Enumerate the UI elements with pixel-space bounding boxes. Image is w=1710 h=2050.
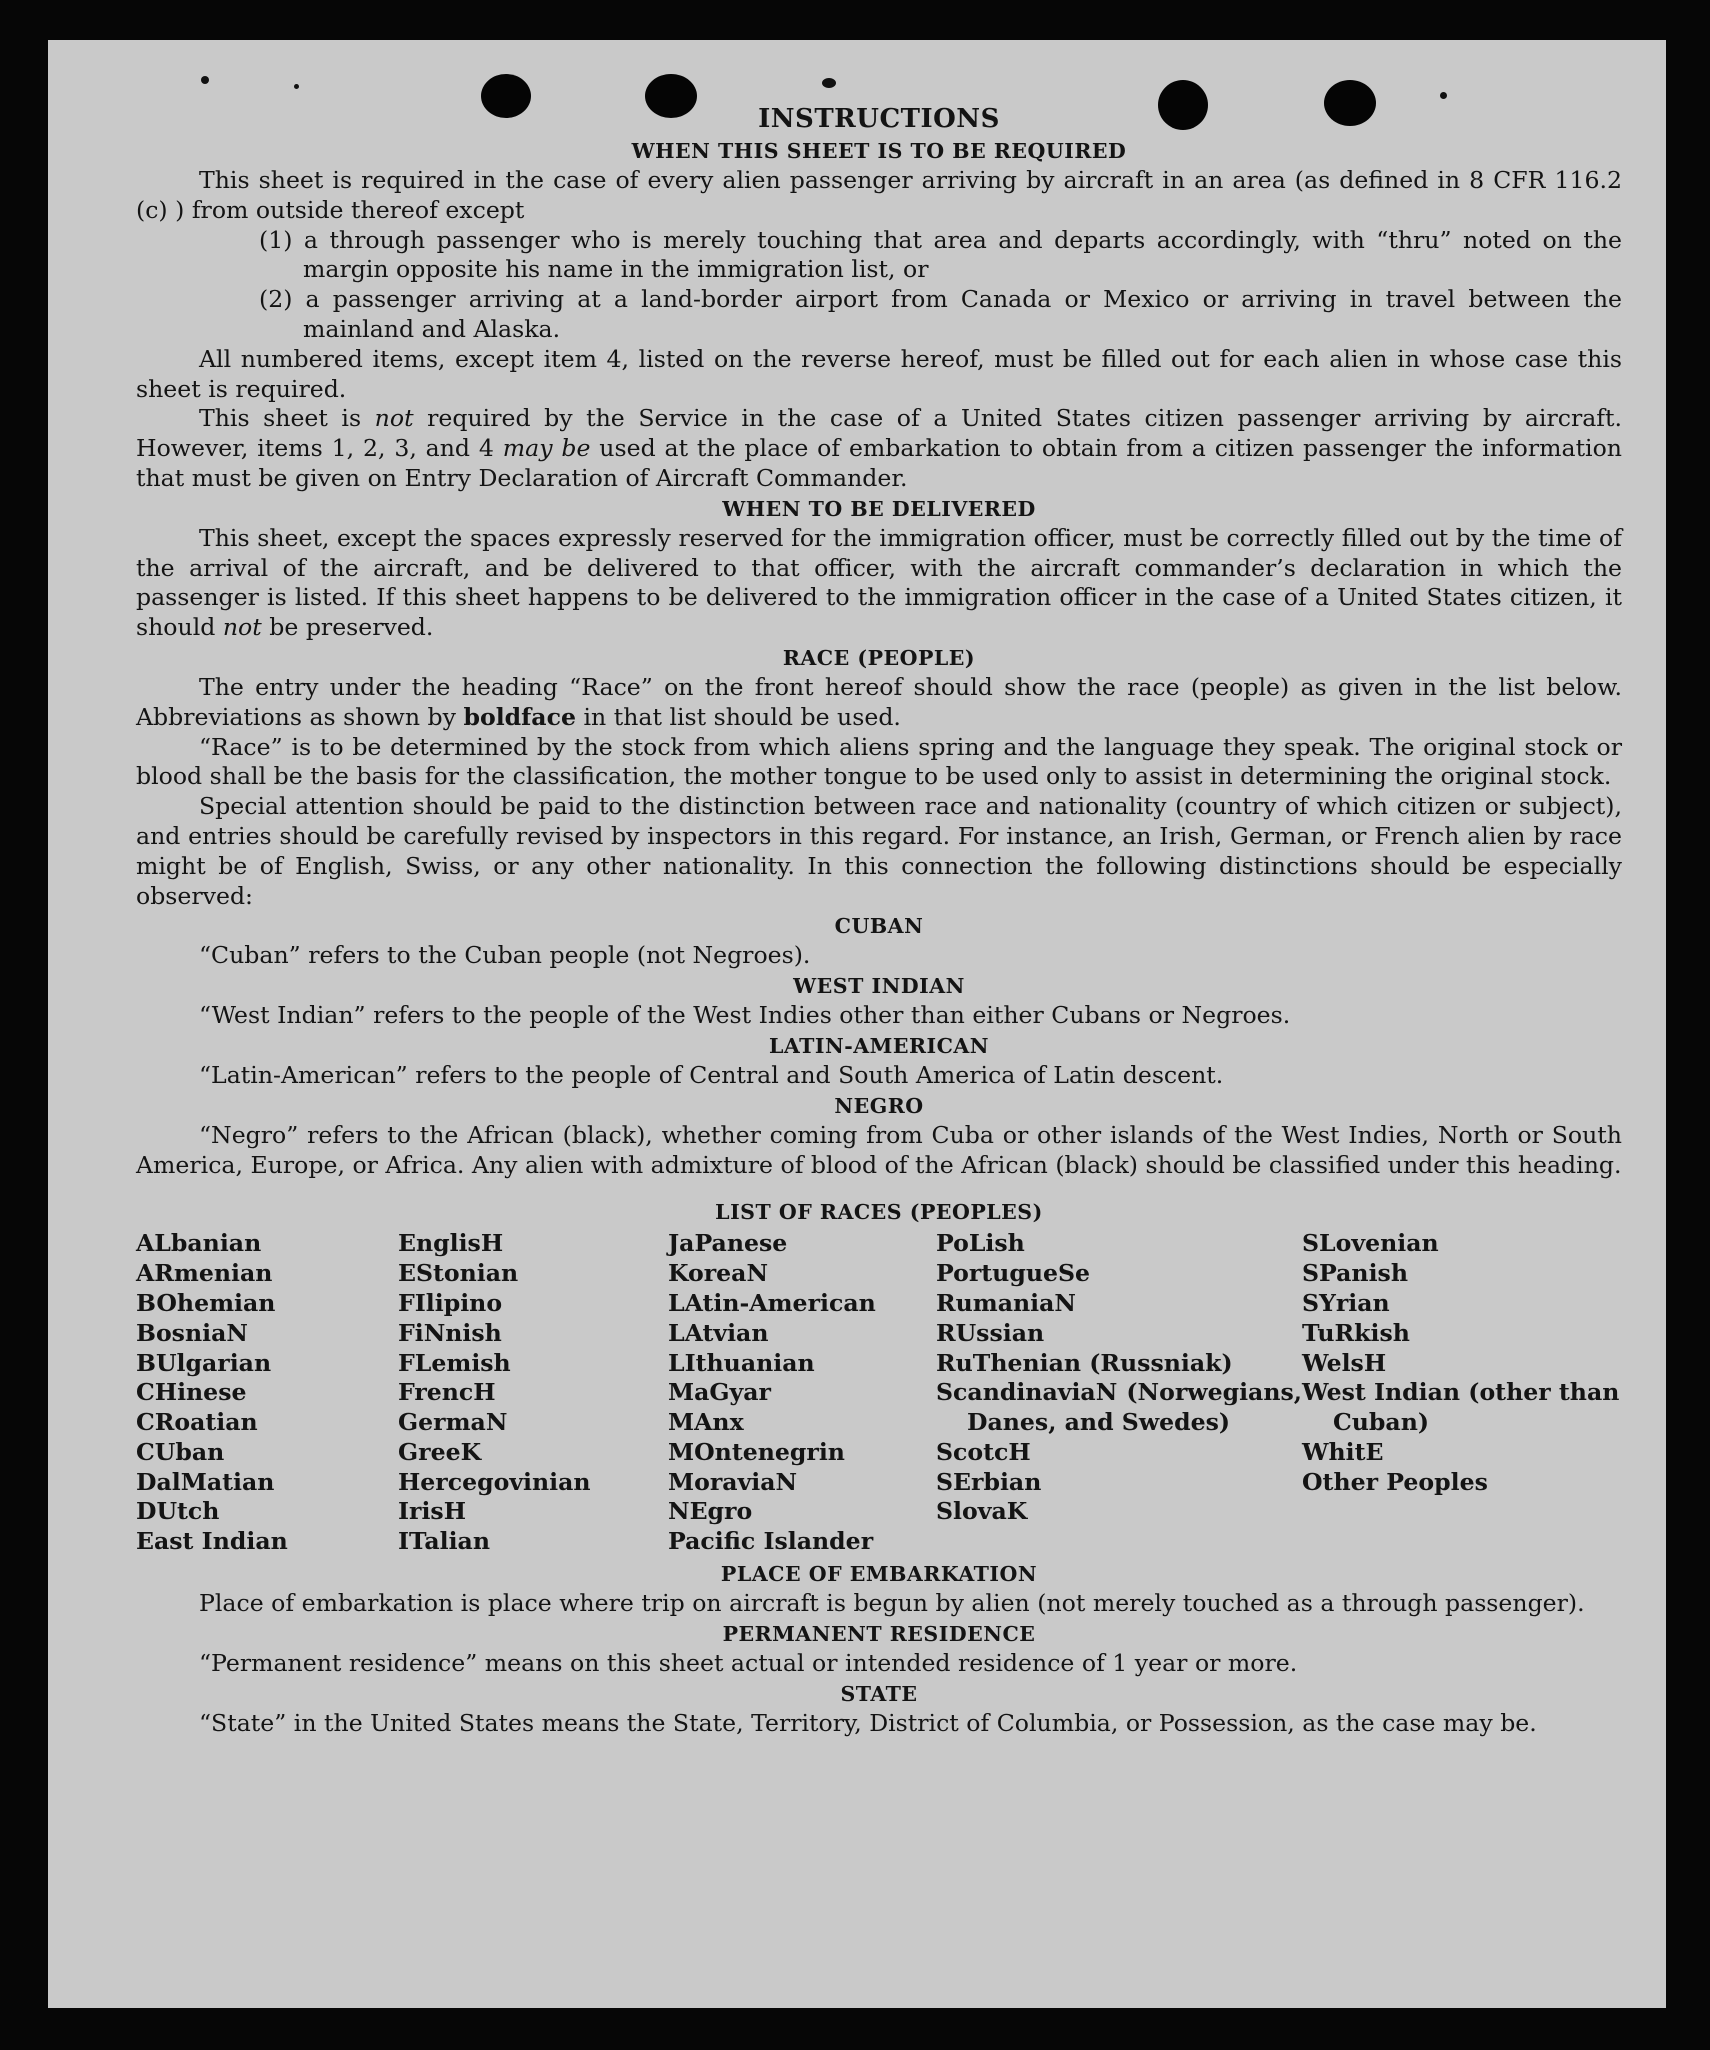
race-entry: BUlgarian xyxy=(136,1348,272,1377)
heading-race: RACE (PEOPLE) xyxy=(782,645,976,670)
page-title: INSTRUCTIONS xyxy=(758,104,1000,134)
paragraph: All numbered items, except item 4, listed on the reverse hereof, must be filled out for each alien in whose case this sheet is required. xyxy=(136,344,1622,403)
race-entry: SPanish xyxy=(1302,1259,1408,1288)
text-run: used at the place of embarkation to obtain from a citizen passenger the information that must be given on Entry Declaration of Aircraft Commander. xyxy=(136,434,1622,492)
race-entry: RumaniaN xyxy=(936,1288,1076,1317)
race-entry: PortugueSe xyxy=(936,1259,1091,1288)
race-entry: BosniaN xyxy=(136,1318,248,1347)
race-entry: KoreaN xyxy=(668,1259,769,1288)
race-entry: SErbian xyxy=(936,1467,1042,1496)
race-entry: EnglisH xyxy=(398,1229,504,1258)
speck xyxy=(822,78,836,88)
definition: Place of embarkation is place where trip on aircraft is begun by alien (not merely touched as a through passenger). xyxy=(199,1589,1585,1618)
definition: “Permanent residence” means on this sheet actual or intended residence of 1 year or more. xyxy=(199,1648,1298,1677)
race-entry: SYrian xyxy=(1302,1288,1390,1317)
race-column xyxy=(136,1229,398,1557)
heading-cuban: CUBAN xyxy=(834,914,924,939)
race-column xyxy=(398,1229,668,1557)
paragraph xyxy=(136,404,1622,493)
race-entry: LAtin-American xyxy=(668,1288,876,1317)
race-entry: WhitE xyxy=(1302,1437,1384,1466)
emphasis: may be xyxy=(502,434,591,463)
race-entry: ARmenian xyxy=(136,1259,273,1288)
race-entry: NEgro xyxy=(668,1497,753,1526)
text-run: required by the Service in the case of a United States citizen passenger arriving by aircraft. However, items 1, 2, 3, and 4 xyxy=(136,404,1623,463)
definition: “Cuban” refers to the Cuban people (not Negroes). xyxy=(199,941,811,970)
speck xyxy=(294,84,299,89)
race-entry: RuThenian (Russniak) xyxy=(936,1348,1233,1377)
paragraph xyxy=(136,673,1622,733)
race-entry: CRoatian xyxy=(136,1408,258,1437)
race-entry: SLovenian xyxy=(1302,1229,1439,1258)
race-entry: ScandinaviaN (Norwegians, Danes, and Swedes) xyxy=(936,1378,1302,1437)
paragraph xyxy=(136,524,1622,643)
race-entry: JaPanese xyxy=(668,1229,788,1258)
heading-when-required: WHEN THIS SHEET IS TO BE REQUIRED xyxy=(631,139,1127,163)
paragraph: “Race” is to be determined by the stock from which aliens spring and the language they speak. The original stock or blood shall be the basis for the classification, the mother tongue to be used only to assist in determining the original stock. xyxy=(136,732,1622,791)
race-entry: ITalian xyxy=(398,1527,490,1556)
heading-place-of-embarkation: PLACE OF EMBARKATION xyxy=(720,1562,1038,1587)
definition: “West Indian” refers to the people of the West Indies other than either Cubans or Negroes. xyxy=(199,1001,1291,1030)
heading-west-indian: WEST INDIAN xyxy=(793,974,965,999)
definition: “Latin-American” refers to the people of Central and South America of Latin descent. xyxy=(199,1060,1224,1089)
heading-when-delivered: WHEN TO BE DELIVERED xyxy=(722,496,1036,521)
race-column xyxy=(668,1229,936,1557)
speck xyxy=(1440,92,1447,99)
text-run: be preserved. xyxy=(261,613,434,642)
race-entry: East Indian xyxy=(136,1527,288,1556)
race-entry: RUssian xyxy=(936,1318,1045,1347)
heading-state: STATE xyxy=(840,1681,918,1706)
document-page xyxy=(48,40,1666,2008)
text-run: The entry under the heading “Race” on the front hereof should show the race (people) as given in the list below. Abbreviations as shown by xyxy=(136,672,1622,731)
race-entry: SlovaK xyxy=(936,1497,1028,1526)
race-entry: GreeK xyxy=(398,1437,482,1466)
race-entry: MoraviaN xyxy=(668,1467,798,1496)
race-entry: CHinese xyxy=(136,1378,247,1407)
emphasis: not xyxy=(374,404,414,433)
definition: “State” in the United States means the State, Territory, District of Columbia, or Possession, as the case may be. xyxy=(199,1708,1537,1737)
race-entry: DUtch xyxy=(136,1497,220,1526)
heading-negro: NEGRO xyxy=(834,1093,924,1118)
text-run: This sheet is xyxy=(199,404,375,433)
race-entry: PoLish xyxy=(936,1229,1025,1258)
emphasis: not xyxy=(222,613,262,642)
race-entry: LAtvian xyxy=(668,1318,769,1347)
paragraph: This sheet is required in the case of every alien passenger arriving by aircraft in an area (as defined in 8 CFR 116.2 (c) ) from outside thereof except xyxy=(136,166,1622,224)
race-entry: West Indian (other than Cuban) xyxy=(1302,1378,1620,1437)
race-entry: EStonian xyxy=(398,1259,519,1288)
race-entry: FiNnish xyxy=(398,1318,502,1347)
heading-list-of-races: LIST OF RACES (PEOPLES) xyxy=(715,1200,1043,1225)
text-run: in that list should be used. xyxy=(575,702,901,731)
race-entry: ALbanian xyxy=(136,1229,262,1258)
race-list xyxy=(136,1229,1622,1557)
race-entry: Pacific Islander xyxy=(668,1527,874,1556)
race-entry: MOntenegrin xyxy=(668,1437,845,1466)
race-entry: CUban xyxy=(136,1437,225,1466)
definition: “Negro” refers to the African (black), whether coming from Cuba or other islands of the West Indies, North or South America, Europe, or Africa. Any alien with admixture of blood of the African (black) should be classified under this heading. xyxy=(136,1120,1622,1179)
race-entry: FIlipino xyxy=(398,1288,503,1317)
race-entry: Hercegovinian xyxy=(398,1467,591,1496)
race-entry: ScotcH xyxy=(936,1437,1031,1466)
race-entry: TuRkish xyxy=(1302,1318,1410,1347)
race-column xyxy=(1302,1229,1622,1557)
race-entry: MaGyar xyxy=(668,1378,771,1407)
speck xyxy=(201,76,209,84)
race-entry: MAnx xyxy=(668,1408,744,1437)
race-entry: IrisH xyxy=(398,1497,467,1526)
race-entry: FrencH xyxy=(398,1378,496,1407)
heading-latin-american: LATIN-AMERICAN xyxy=(768,1033,990,1058)
race-entry: DalMatian xyxy=(136,1467,275,1496)
paragraph: Special attention should be paid to the distinction between race and nationality (country of which citizen or subject), and entries should be carefully revised by inspectors in this regard. For instance, an Irish, German, or French alien by race might be of English, Swiss, or any other nationality. In this connection the following distinctions should be especially observed: xyxy=(136,792,1622,910)
race-entry: LIthuanian xyxy=(668,1348,815,1377)
race-entry: WelsH xyxy=(1302,1348,1387,1377)
race-column xyxy=(936,1229,1302,1557)
text-run: This sheet, except the spaces expressly reserved for the immigration officer, must be correctly filled out by the time of the arrival of the aircraft, and be delivered to that officer, with the aircraft commander’s declaration in which the passenger is listed. If this sheet happens to be delivered to the immigration officer in the case of a United States citizen, it should xyxy=(136,523,1622,642)
exception-item: (2) a passenger arriving at a land-border airport from Canada or Mexico or arriving in travel between the mainland and Alaska. xyxy=(259,285,1622,343)
race-entry: BOhemian xyxy=(136,1288,276,1317)
race-entry: FLemish xyxy=(398,1348,511,1377)
heading-permanent-residence: PERMANENT RESIDENCE xyxy=(722,1621,1036,1646)
instructions-text xyxy=(136,102,1622,1738)
exception-item: (1) a through passenger who is merely touching that area and departs accordingly, with “thru” noted on the margin opposite his name in the immigration list, or xyxy=(259,225,1622,284)
race-entry: GermaN xyxy=(398,1408,508,1437)
bold-text: boldface xyxy=(463,702,576,731)
race-entry: Other Peoples xyxy=(1302,1467,1488,1496)
